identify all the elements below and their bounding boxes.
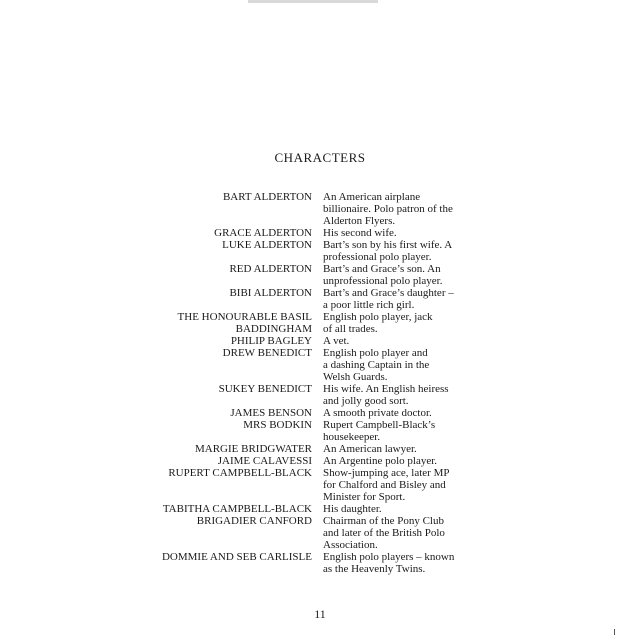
character-entry <box>150 467 483 503</box>
character-name: JAIME CALAVESSI <box>217 455 312 467</box>
character-description <box>323 383 483 407</box>
character-names <box>150 455 312 467</box>
page-number: 11 <box>314 607 326 621</box>
character-name: MRS BODKIN <box>243 419 312 431</box>
description-line: Alderton Flyers. <box>323 215 396 227</box>
description-line: and jolly good sort. <box>323 395 409 407</box>
description-line: Rupert Campbell-Black’s <box>323 419 436 431</box>
character-description <box>323 407 483 419</box>
character-entry <box>150 311 483 335</box>
character-description <box>323 263 483 287</box>
character-name: GRACE ALDERTON <box>214 227 312 239</box>
character-description <box>323 515 483 551</box>
character-name: RED ALDERTON <box>229 263 312 275</box>
character-description <box>323 287 483 311</box>
description-line: A vet. <box>323 335 350 347</box>
character-entry <box>150 335 483 347</box>
character-names <box>150 419 312 431</box>
character-entry <box>150 263 483 287</box>
character-name: LUKE ALDERTON <box>222 239 312 251</box>
character-description <box>323 347 483 383</box>
character-entry <box>150 191 483 227</box>
description-line: Minister for Sport. <box>323 491 406 503</box>
character-entry <box>150 551 483 575</box>
description-line: English polo player and <box>323 347 428 359</box>
character-name: BADDINGHAM <box>235 323 312 335</box>
description-line: A smooth private doctor. <box>323 407 432 419</box>
description-line: professional polo player. <box>323 251 432 263</box>
corner-mark <box>614 629 615 635</box>
character-entry <box>150 383 483 407</box>
character-entry <box>150 407 483 419</box>
description-line: His daughter. <box>323 503 382 515</box>
character-description <box>323 419 483 443</box>
character-name: BIBI ALDERTON <box>229 287 312 299</box>
character-entry <box>150 239 483 263</box>
page-heading: CHARACTERS <box>274 150 366 165</box>
character-name: PHILIP BAGLEY <box>230 335 312 347</box>
character-names <box>150 407 312 419</box>
character-description <box>323 443 483 455</box>
character-list <box>150 191 483 575</box>
description-line: of all trades. <box>323 323 378 335</box>
description-line: English polo player, jack <box>323 311 433 323</box>
top-edge-mark <box>248 0 378 3</box>
description-line: as the Heavenly Twins. <box>323 563 426 575</box>
character-names <box>150 287 312 299</box>
description-line: His second wife. <box>323 227 397 239</box>
character-description <box>323 311 483 335</box>
character-names <box>150 503 312 515</box>
character-entry <box>150 455 483 467</box>
description-line: An American airplane <box>323 191 421 203</box>
description-line: and later of the British Polo <box>323 527 445 539</box>
character-names <box>150 467 312 479</box>
description-line: Bart’s and Grace’s daughter – <box>323 287 454 299</box>
description-line: Chairman of the Pony Club <box>323 515 444 527</box>
character-name: DREW BENEDICT <box>222 347 312 359</box>
character-entry <box>150 419 483 443</box>
character-names <box>150 335 312 347</box>
character-names <box>150 239 312 251</box>
character-name: MARGIE BRIDGWATER <box>194 443 312 455</box>
character-names <box>150 443 312 455</box>
character-entry <box>150 503 483 515</box>
description-line: billionaire. Polo patron of the <box>323 203 453 215</box>
description-line: An American lawyer. <box>323 443 417 455</box>
description-line: Association. <box>323 539 378 551</box>
description-line: Bart’s son by his first wife. A <box>323 239 453 251</box>
character-entry <box>150 443 483 455</box>
character-names <box>150 311 312 335</box>
character-description <box>323 467 483 503</box>
description-line: Bart’s and Grace’s son. An <box>323 263 441 275</box>
character-names <box>150 383 312 395</box>
character-names <box>150 551 312 563</box>
description-line: a poor little rich girl. <box>323 299 415 311</box>
description-line: His wife. An English heiress <box>323 383 449 395</box>
description-line: a dashing Captain in the <box>323 359 430 371</box>
character-name: THE HONOURABLE BASIL <box>177 311 312 323</box>
character-name: JAMES BENSON <box>230 407 312 419</box>
character-description <box>323 551 483 575</box>
character-name: BART ALDERTON <box>222 191 312 203</box>
character-entry <box>150 515 483 551</box>
character-description <box>323 503 483 515</box>
character-names <box>150 191 312 203</box>
character-name: DOMMIE AND SEB CARLISLE <box>161 551 312 563</box>
character-name: TABITHA CAMPBELL-BLACK <box>162 503 312 515</box>
character-names <box>150 347 312 359</box>
character-description <box>323 191 483 227</box>
description-line: English polo players – known <box>323 551 455 563</box>
character-name: SUKEY BENEDICT <box>218 383 312 395</box>
description-line: Welsh Guards. <box>323 371 388 383</box>
description-line: An Argentine polo player. <box>323 455 438 467</box>
character-names <box>150 515 312 527</box>
character-name: BRIGADIER CANFORD <box>196 515 312 527</box>
character-name: RUPERT CAMPBELL-BLACK <box>168 467 312 479</box>
description-line: housekeeper. <box>323 431 381 443</box>
character-names <box>150 227 312 239</box>
description-line: Show-jumping ace, later MP <box>323 467 450 479</box>
character-names <box>150 263 312 275</box>
character-entry <box>150 227 483 239</box>
character-description <box>323 455 483 467</box>
description-line: unprofessional polo player. <box>323 275 443 287</box>
character-entry <box>150 347 483 383</box>
description-line: for Chalford and Bisley and <box>323 479 446 491</box>
character-entry <box>150 287 483 311</box>
character-description <box>323 239 483 263</box>
character-description <box>323 335 483 347</box>
character-description <box>323 227 483 239</box>
